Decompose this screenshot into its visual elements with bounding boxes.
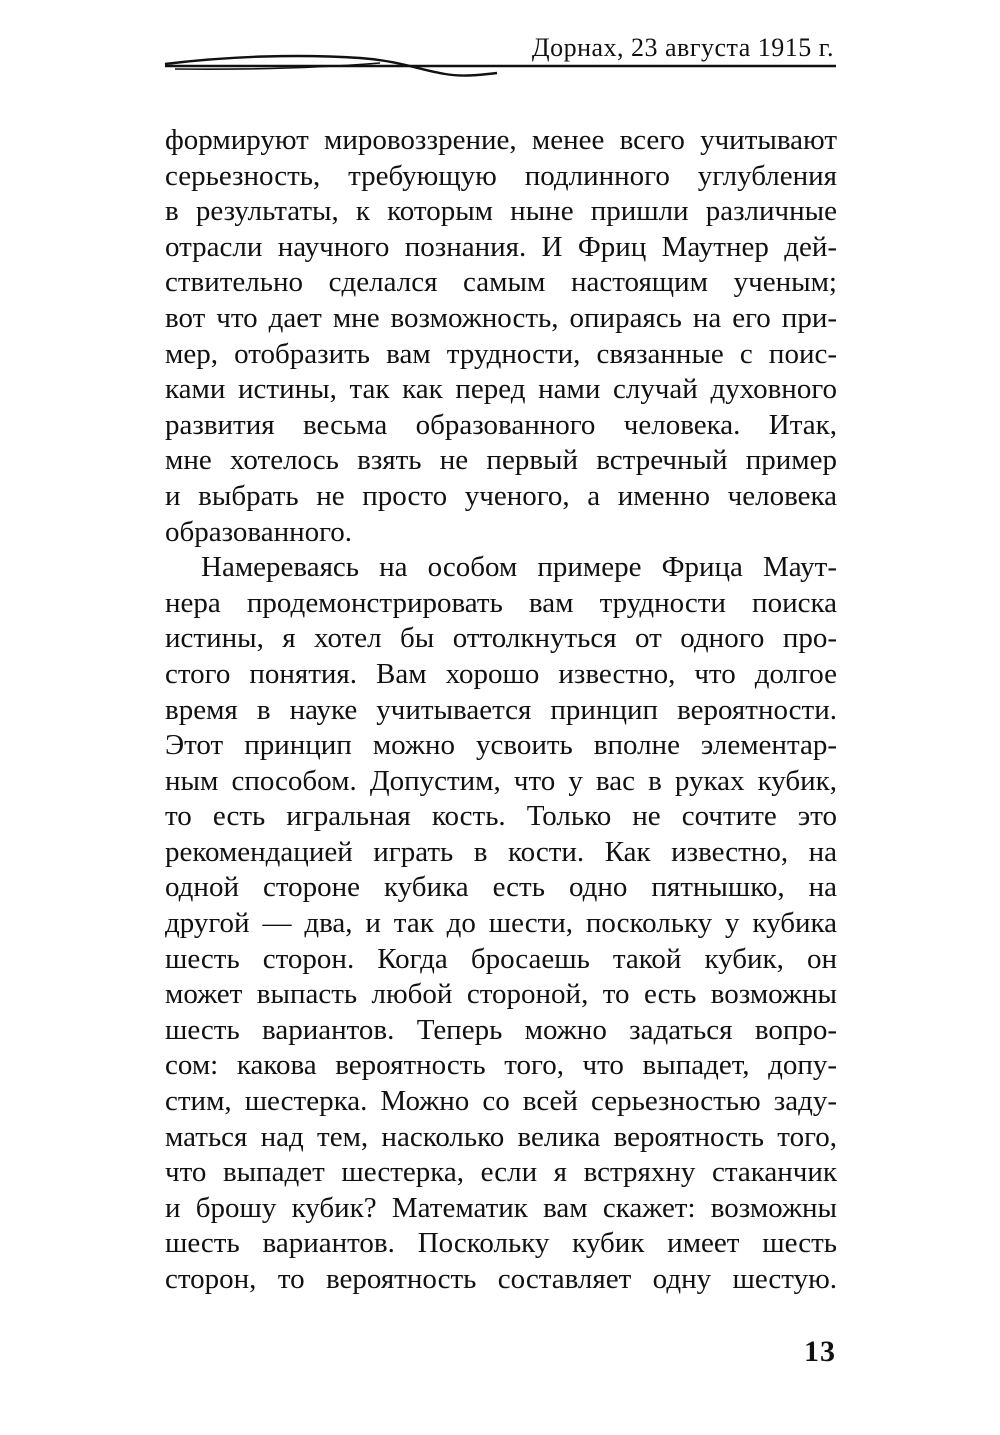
text-line: шесть вариантов. Поскольку кубик имеет шесть (165, 1227, 837, 1260)
text-line: ками истины, так как перед нами случай духовного (165, 373, 837, 406)
text-line: образованного. (165, 515, 353, 548)
text-line: серьезность, требующую подлинного углубления (165, 159, 837, 192)
running-title: Дорнах, 23 августа 1915 г. (531, 33, 834, 62)
text-line: и брошу кубик? Математик вам скажет: возможны (165, 1191, 837, 1224)
text-line: мер, отобразить вам трудности, связанные с поис- (165, 337, 837, 370)
text-line: может выпасть любой стороной, то есть возможны (165, 978, 837, 1011)
text-line: Этот принцип можно усвоить вполне элементар- (165, 729, 837, 762)
text-line: то есть игральная кость. Только не сочтите это (165, 800, 837, 833)
text-line: что выпадет шестерка, если я встряхну стаканчик (165, 1156, 837, 1189)
page-body (165, 123, 837, 1298)
text-line: стим, шестерка. Можно со всей серьезностью заду- (165, 1085, 837, 1118)
text-line: ным способом. Допустим, что у вас в руках кубик, (165, 764, 837, 797)
text-line: рекомендацией играть в кости. Как известно, на (165, 835, 837, 868)
text-line: отрасли научного познания. И Фриц Маутнер дей- (165, 230, 837, 263)
text-line: маться над тем, насколько велика вероятность того, (165, 1120, 837, 1153)
text-line: стого понятия. Вам хорошо известно, что долгое (165, 657, 837, 690)
text-line: шесть вариантов. Теперь можно задаться вопро- (165, 1013, 837, 1046)
text-line: сом: какова вероятность того, что выпадет, допу- (165, 1049, 837, 1082)
text-line: мне хотелось взять не первый встречный пример (165, 444, 837, 477)
header-ornament-rule (0, 0, 1000, 110)
text-line: истины, я хотел бы оттолкнуться от одного про- (165, 622, 837, 655)
text-line: развития весьма образованного человека. Итак, (165, 408, 837, 441)
text-line: одной стороне кубика есть одно пятнышко, на (165, 871, 837, 904)
text-line: другой — два, и так до шести, поскольку у кубика (165, 907, 837, 940)
paragraph-1 (165, 123, 837, 550)
text-line: сторон, то вероятность составляет одну шестую. (165, 1263, 837, 1295)
text-line: Намереваясь на особом примере Фрица Маут- (201, 551, 837, 584)
text-line: формируют мировоззрение, менее всего учитывают (165, 124, 837, 156)
text-line: в результаты, к которым ныне пришли различные (165, 195, 837, 228)
text-line: шесть сторон. Когда бросаешь такой кубик, он (165, 942, 837, 975)
text-line: время в науке учитывается принцип вероятности. (165, 693, 837, 726)
text-line: ствительно сделался самым настоящим ученым; (165, 266, 837, 299)
paragraph-2 (165, 550, 837, 1297)
text-line: нера продемонстрировать вам трудности поиска (165, 586, 837, 619)
running-head (0, 0, 1000, 110)
page-number: 13 (804, 1335, 836, 1368)
text-line: вот что дает мне возможность, опираясь на его при- (165, 301, 837, 334)
text-line: и выбрать не просто ученого, а именно человека (165, 479, 837, 512)
